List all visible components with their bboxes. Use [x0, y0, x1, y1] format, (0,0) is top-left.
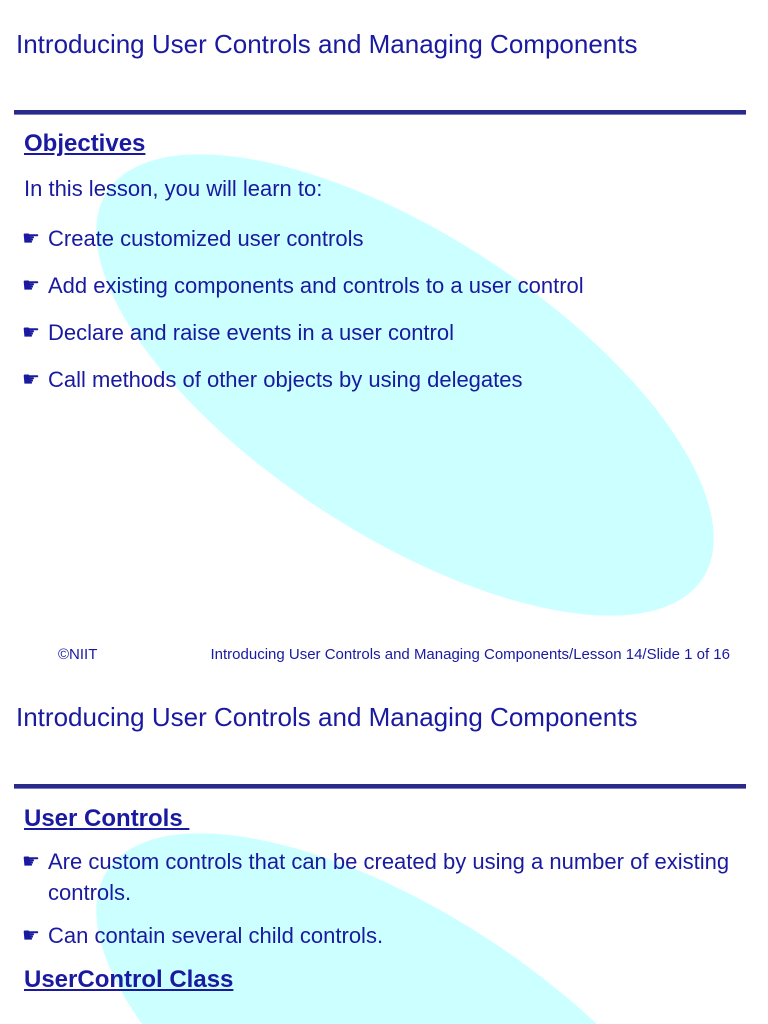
slide-content — [22, 802, 752, 1007]
title-divider — [14, 110, 746, 115]
bullet-item — [22, 364, 752, 395]
slide-locator: Introducing User Controls and Managing Components/Lesson 14/Slide 1 of 16 — [210, 646, 730, 663]
bullet-item — [22, 270, 752, 301]
copyright: ©NIIT — [58, 646, 98, 663]
bullet-item — [22, 223, 752, 254]
bullet-text: Can contain several child controls. — [48, 923, 384, 948]
bullet-text: Are custom controls that can be created by using a number of existing controls. — [48, 849, 730, 905]
slide-title: Introducing User Controls and Managing Components — [16, 702, 638, 732]
pointing-hand-icon: ☛ — [22, 320, 40, 344]
pointing-hand-icon: ☛ — [22, 367, 40, 391]
intro-text: In this lesson, you will learn to: — [24, 176, 323, 201]
bullet-text: Call methods of other objects by using delegates — [48, 367, 523, 392]
slide-footer — [58, 646, 730, 664]
section-heading: User Controls — [24, 805, 190, 832]
title-divider — [14, 784, 746, 789]
slide-content — [22, 127, 752, 411]
bullet-item — [22, 846, 752, 908]
pointing-hand-icon: ☛ — [22, 226, 40, 250]
bullet-text: Add existing components and controls to a user control — [48, 273, 584, 298]
bullet-text: Declare and raise events in a user control — [48, 320, 454, 345]
bullet-list — [22, 846, 752, 951]
section-heading: Objectives — [24, 130, 146, 157]
section-heading-2: UserControl Class — [24, 966, 234, 993]
pointing-hand-icon: ☛ — [22, 849, 40, 873]
bullet-item — [22, 920, 752, 951]
slide-title: Introducing User Controls and Managing Components — [16, 29, 638, 59]
bullet-text: Create customized user controls — [48, 226, 364, 251]
pointing-hand-icon: ☛ — [22, 273, 40, 297]
bullet-list — [22, 223, 752, 395]
bullet-item — [22, 317, 752, 348]
pointing-hand-icon: ☛ — [22, 923, 40, 947]
slide-2 — [0, 674, 768, 1024]
